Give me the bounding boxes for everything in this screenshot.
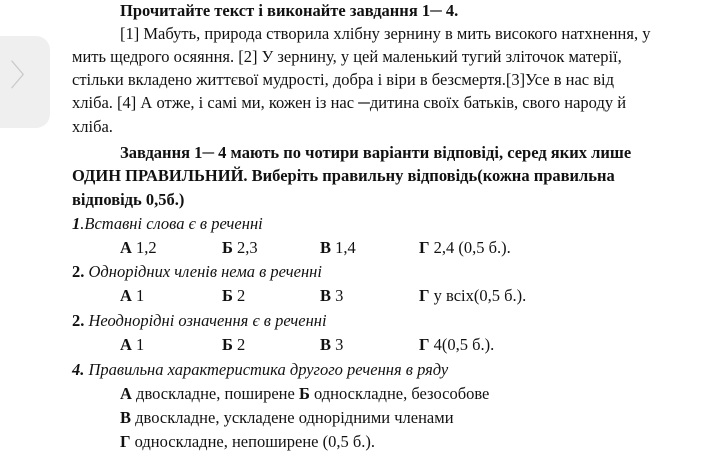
paragraph-line: [1] Мабуть, природа створила хлібну зернину в мить високого натхнення, у: [120, 24, 651, 43]
option-value: двоскладне, поширене: [131, 384, 299, 403]
paragraph-line: хліба. [4] А отже, і самі ми, кожен із нас ─дитина своїх батьків, свого народу й: [72, 93, 627, 112]
option-letter: Г: [419, 335, 430, 354]
option-letter: Б: [222, 286, 233, 305]
instructions-line: відповідь 0,5б.): [72, 190, 185, 209]
question-number: 4.: [72, 360, 85, 379]
option-b[interactable]: [299, 384, 489, 403]
option-value: 4(0,5 б.).: [429, 335, 495, 354]
option-letter: А: [120, 384, 132, 403]
task-heading: Прочитайте текст і виконайте завдання 1─ 4.: [120, 1, 459, 20]
option-d[interactable]: [419, 285, 526, 307]
option-c[interactable]: [320, 334, 343, 356]
option-value: 2,4 (0,5 б.).: [429, 238, 511, 257]
option-letter: Г: [419, 286, 430, 305]
option-value: 1,4: [331, 238, 356, 257]
option-value: односкладне, непоширене (0,5 б.).: [130, 432, 375, 451]
option-d[interactable]: [419, 237, 511, 259]
option-a[interactable]: [120, 237, 157, 259]
option-letter: В: [320, 286, 332, 305]
question-4: [72, 359, 448, 381]
question-2: [72, 261, 322, 283]
option-a[interactable]: [120, 334, 144, 356]
option-letter: В: [320, 335, 332, 354]
option-letter: Г: [120, 432, 131, 451]
question-text: Неоднорідні означення є в реченні: [84, 311, 327, 330]
instructions-line: Завдання 1─ 4 мають по чотири варіанти відповіді, серед яких лише: [120, 143, 632, 162]
option-d[interactable]: [120, 431, 375, 453]
option-value: 2,3: [232, 238, 258, 257]
option-value: 2: [232, 286, 246, 305]
option-a[interactable]: [120, 285, 144, 307]
option-value: 2: [232, 335, 246, 354]
option-letter: А: [120, 238, 132, 257]
question-3: [72, 310, 327, 332]
option-letter: Г: [419, 238, 430, 257]
option-value: 3: [331, 335, 344, 354]
option-b[interactable]: [222, 285, 245, 307]
option-value: 3: [331, 286, 344, 305]
chevron-left-icon[interactable]: 〉: [10, 59, 40, 94]
side-panel-handle[interactable]: [0, 36, 50, 128]
option-letter: Б: [298, 384, 310, 403]
option-a-b-row: [120, 383, 489, 405]
option-b[interactable]: [222, 334, 245, 356]
paragraph-line: мить щедрого осяяння. [2] У зернину, у цей маленький тугий зліточок матерії,: [72, 47, 622, 66]
question-text: Однорідних членів нема в реченні: [84, 262, 322, 281]
question-text: Правильна характеристика другого речення в ряду: [84, 360, 449, 379]
instructions-line: ОДИН ПРАВИЛЬНИЙ. Виберіть правильну відповідь(кожна правильна: [72, 166, 615, 185]
question-number: 2.: [72, 311, 85, 330]
option-letter: А: [120, 335, 132, 354]
option-a[interactable]: [120, 384, 299, 403]
option-letter: Б: [222, 335, 233, 354]
option-letter: В: [120, 408, 132, 427]
option-value: 1: [131, 286, 145, 305]
paragraph-line: хліба.: [72, 117, 113, 136]
option-c[interactable]: [320, 237, 356, 259]
option-c[interactable]: [120, 407, 454, 429]
option-value: односкладне, безособове: [309, 384, 490, 403]
option-d[interactable]: [419, 334, 494, 356]
option-value: у всіх(0,5 б.).: [429, 286, 527, 305]
option-letter: Б: [222, 238, 233, 257]
option-value: двоскладне, ускладене однорідними членами: [131, 408, 454, 427]
option-letter: В: [320, 238, 332, 257]
question-1: [72, 213, 263, 235]
option-letter: А: [120, 286, 132, 305]
option-value: 1: [131, 335, 145, 354]
option-c[interactable]: [320, 285, 343, 307]
question-number: 2.: [72, 262, 85, 281]
question-text: .Вставні слова є в реченні: [80, 214, 263, 233]
option-b[interactable]: [222, 237, 258, 259]
paragraph-line: стільки вкладено життєвої мудрості, добра і віри в безсмертя.[3]Усе в нас від: [72, 70, 615, 89]
question-number: 1: [72, 214, 81, 233]
option-value: 1,2: [131, 238, 157, 257]
